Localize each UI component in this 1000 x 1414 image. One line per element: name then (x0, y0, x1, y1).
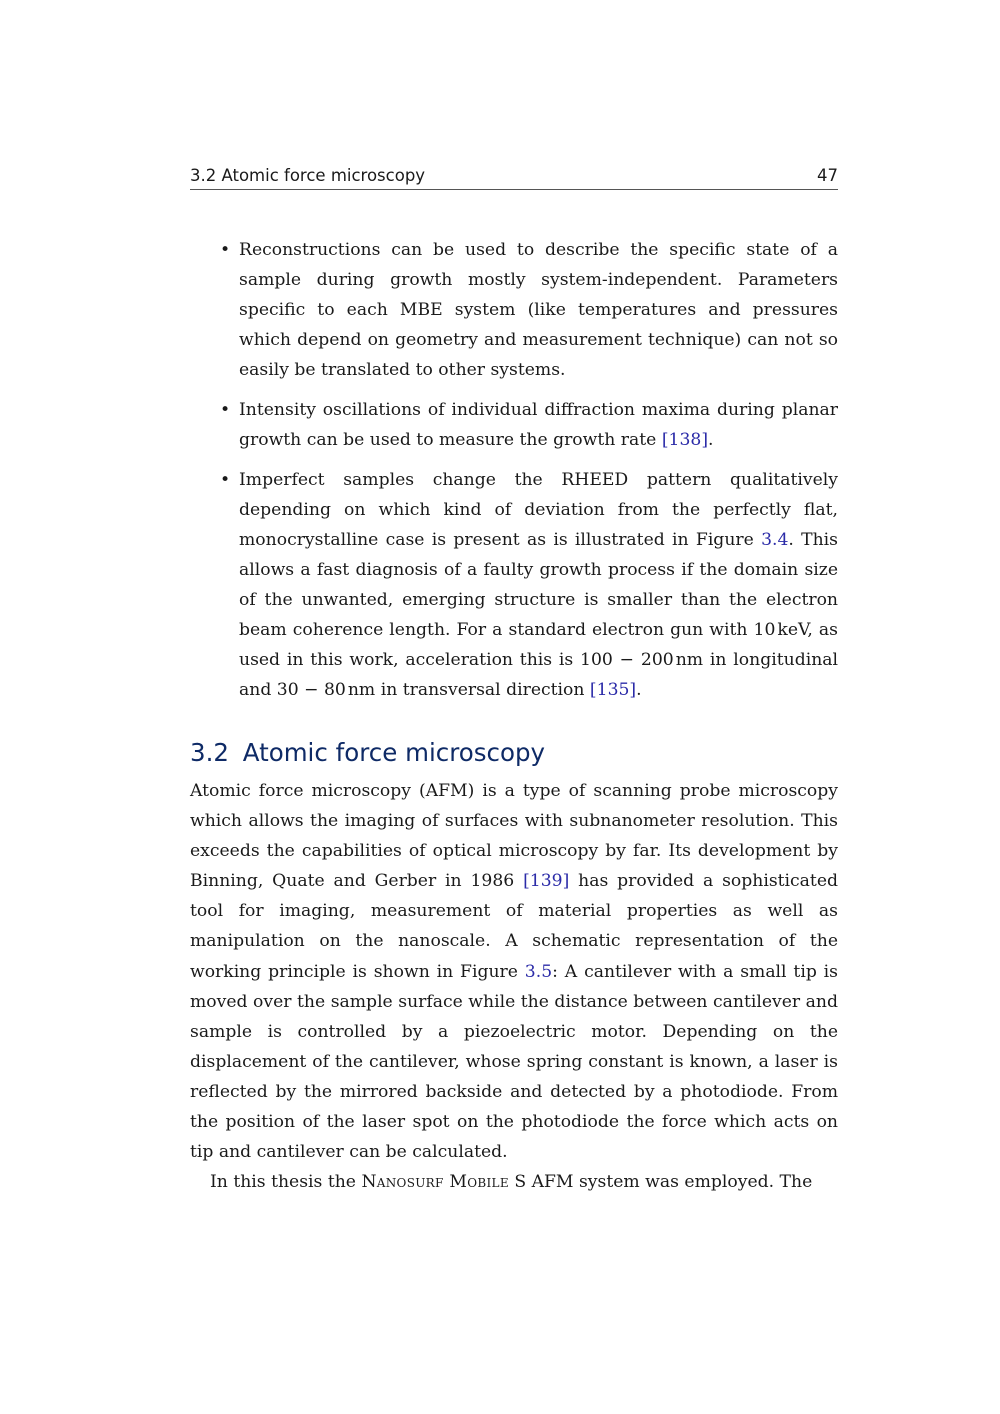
unit-text: nm (347, 680, 376, 701)
paragraph-text: has provided a sophisticated tool for imaging, measurement of material properties as well as manipulation on the nanoscale. A schematic representation of the working principle is shown in Figure (190, 871, 839, 982)
list-item (190, 235, 838, 385)
section-number: 3.2 (190, 738, 229, 767)
figure-ref-link[interactable]: 3.4 (761, 529, 789, 550)
bullet-list (190, 235, 838, 715)
bullet-text: Reconstructions can be used to describe the specific state of a sample during growth mostly system-independent. Parameters specific to each MBE system (like temperatures and pressures which depend on geometry and measurement technique) can not so easily be translated to other systems. (239, 240, 838, 381)
section-body (190, 776, 838, 1197)
bullet-text: . This allows a fast diagnosis of a faulty growth process if the domain size of the unwanted, emerging structure is smaller than the electron beam coherence length. For a standard electron gun with 10 (239, 529, 839, 641)
paragraph-text: : A cantilever with a small tip is moved over the sample surface while the distance between cantilever and sample is controlled by a piezoelectric motor. Depending on the displacement of the cantilever, whose spring constant is known, a laser is reflected by the mirrored backside and detected by a photodiode. From the position of the laser spot on the photodiode the force which acts on tip and cantilever can be calculated. (190, 961, 838, 1163)
citation-link[interactable]: [139] (523, 871, 570, 892)
page-number: 47 (817, 166, 838, 185)
brand-name: Nanosurf Mobile (361, 1172, 509, 1193)
bullet-text: in transversal direction (375, 680, 590, 701)
bullet-text: . (708, 430, 714, 451)
figure-ref-link[interactable]: 3.5 (524, 961, 553, 982)
bullet-text: in longitudinal and 30 − 80 (239, 650, 839, 701)
citation-link[interactable]: [138] (661, 430, 709, 451)
section-title: Atomic force microscopy (242, 738, 546, 767)
list-item (190, 465, 838, 706)
paragraph (190, 776, 838, 1167)
bullet-icon: • (220, 240, 231, 260)
paragraph-text: In this thesis the (210, 1172, 362, 1193)
paragraph-text: S AFM system was employed. The (508, 1172, 813, 1193)
header-section-title: 3.2 Atomic force microscopy (190, 166, 426, 185)
bullet-icon: • (220, 399, 231, 420)
paragraph-text: Atomic force microscopy (AFM) is a type of scanning probe microscopy which allows the imaging of surfaces with subnanometer resolution. This exceeds the capabilities of optical microscopy by far. Its development by Binning, Quate and Gerber in 1986 (190, 781, 838, 892)
running-header (190, 166, 838, 190)
list-item (190, 395, 838, 455)
bullet-text: Intensity oscillations of individual diffraction maxima during planar growth can be used to measure the growth rate (239, 399, 838, 451)
citation-link[interactable]: [135] (589, 680, 637, 701)
bullet-text: Imperfect samples change the RHEED pattern qualitatively depending on which kind of deviation from the perfectly flat, monocrystalline case is present as is illustrated in Figure (239, 469, 838, 550)
unit-text: nm (675, 650, 704, 671)
paragraph (190, 1167, 838, 1197)
bullet-text: , as used in this work, acceleration this is 100 − 200 (239, 620, 838, 671)
bullet-text: . (636, 680, 642, 701)
bullet-icon: • (220, 469, 231, 490)
section-heading (190, 736, 838, 770)
unit-text: keV (777, 620, 808, 641)
